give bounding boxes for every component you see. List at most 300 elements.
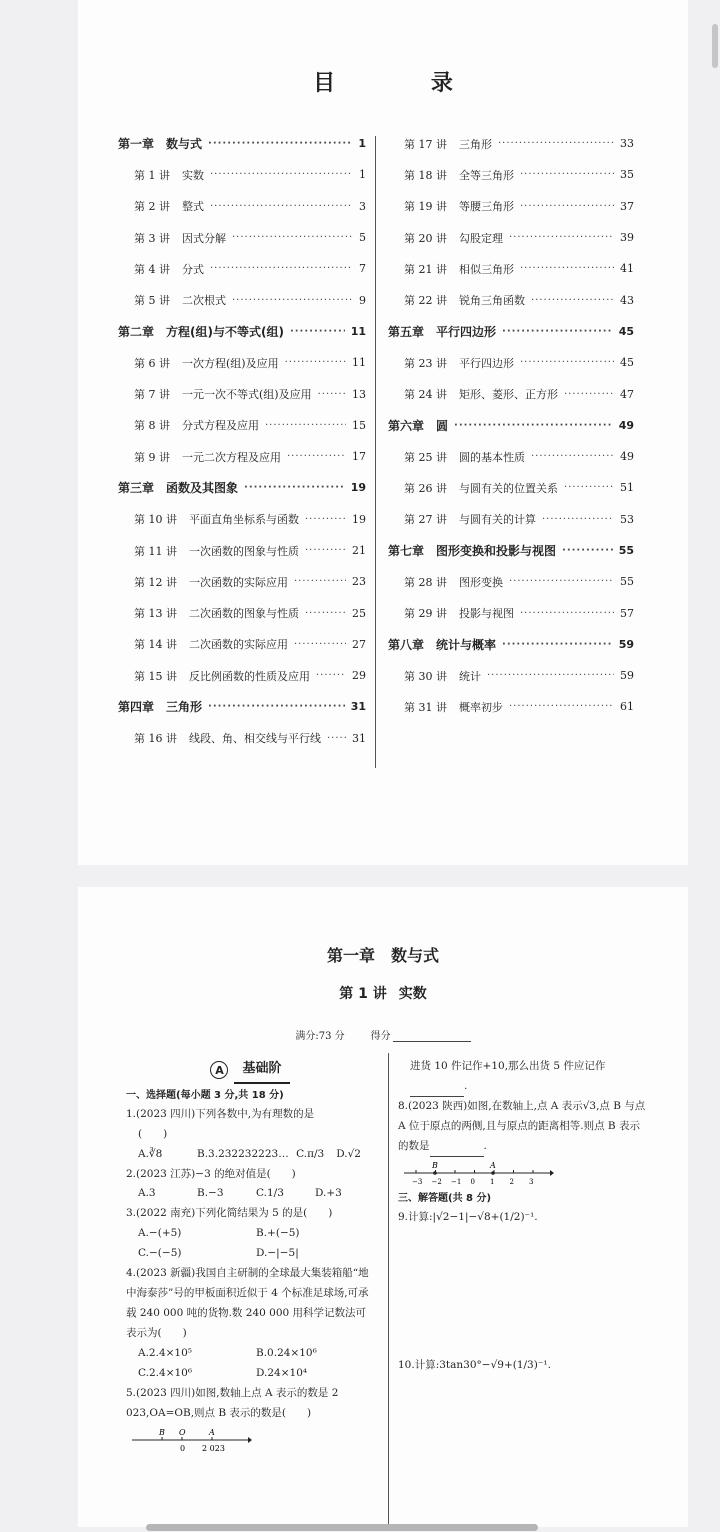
toc-page-number: 31 — [352, 731, 366, 745]
toc-entry-label: 分式方程及应用 — [182, 419, 259, 433]
q8-number-line — [404, 1159, 554, 1187]
toc-lecture-number: 第 2 讲 — [134, 200, 170, 214]
toc-page-number: 37 — [620, 199, 634, 213]
toc-entry-text — [388, 323, 502, 340]
axis-tick: 1 — [490, 1177, 495, 1186]
toc-page-number: 61 — [620, 700, 634, 714]
toc-lecture-number: 第 19 讲 — [404, 200, 447, 214]
toc-page-number: 27 — [352, 637, 366, 651]
option: A.∛8 — [138, 1147, 163, 1160]
toc-page-number: 11 — [352, 356, 366, 370]
toc-lecture-row[interactable] — [388, 566, 634, 597]
toc-entry-text — [404, 136, 498, 152]
toc-lecture-row[interactable] — [388, 253, 634, 284]
q4-options — [126, 1344, 374, 1384]
toc-entry-text — [404, 355, 520, 371]
option: B.−3 — [197, 1187, 224, 1200]
toc-entry-text — [404, 605, 520, 621]
toc-right-column — [388, 128, 634, 723]
toc-lecture-row[interactable] — [388, 691, 634, 722]
toc-entry-text — [134, 417, 265, 433]
toc-leader-dots — [305, 514, 346, 525]
toc-leader-dots — [232, 232, 353, 243]
toc-lecture-row[interactable] — [118, 222, 366, 253]
toc-lecture-row[interactable] — [118, 410, 366, 441]
q3-stem: 3.(2022 南充)下列化简结果为 5 的是( ) — [126, 1207, 333, 1220]
toc-lecture-row[interactable] — [388, 159, 634, 190]
toc-leader-dots — [509, 232, 614, 243]
toc-entry-label: 第六章 圆 — [388, 418, 449, 433]
toc-entry-text — [404, 198, 520, 214]
toc-lecture-number: 第 30 讲 — [404, 669, 447, 683]
option: D.√2 — [336, 1147, 361, 1160]
toc-leader-dots — [520, 608, 614, 619]
question-7-continued: 进货 10 件记作+10,那么出货 5 件应记作 . — [398, 1057, 648, 1097]
toc-entry-text — [404, 574, 509, 590]
toc-entry-text — [404, 699, 509, 715]
toc-entry-text — [134, 511, 305, 527]
question-9: 9.计算:|√2−1|−√8+(1/2)⁻¹. — [398, 1210, 538, 1223]
toc-entry-label: 平面直角坐标系与函数 — [189, 513, 299, 527]
chapter-page — [78, 887, 688, 1527]
toc-entry-text — [388, 417, 454, 434]
toc-lecture-number: 第 31 讲 — [404, 700, 447, 714]
axis-label: A — [490, 1160, 496, 1170]
toc-page-number: 43 — [620, 293, 634, 307]
toc-entry-label: 与圆有关的计算 — [459, 513, 536, 527]
toc-entry-text — [404, 261, 520, 277]
toc-chapter-row[interactable] — [118, 128, 366, 159]
toc-leader-dots — [564, 482, 614, 493]
toc-lecture-number: 第 20 讲 — [404, 231, 447, 245]
toc-page-number: 31 — [350, 700, 366, 714]
q7-text: 进货 10 件记作+10,那么出货 5 件应记作 — [410, 1060, 606, 1072]
toc-page-number: 49 — [618, 418, 634, 432]
toc-title: 目 录 — [313, 71, 497, 96]
level-letter-icon: A — [210, 1061, 228, 1079]
toc-leader-dots — [208, 138, 352, 149]
toc-entry-label: 线段、角、相交线与平行线 — [189, 732, 321, 746]
option: D.24×10⁴ — [256, 1366, 308, 1379]
toc-lecture-number: 第 18 讲 — [404, 168, 447, 182]
toc-page-number: 29 — [352, 669, 366, 683]
toc-page-number: 59 — [620, 669, 634, 683]
toc-leader-dots — [509, 701, 614, 712]
chapter-name: 数与式 — [391, 946, 440, 965]
toc-leader-dots — [502, 639, 613, 650]
toc-entry-label: 相似三角形 — [459, 262, 514, 276]
q2-options — [126, 1184, 374, 1204]
toc-entry-text — [134, 574, 294, 590]
toc-lecture-number: 第 1 讲 — [134, 168, 170, 182]
toc-lecture-number: 第 3 讲 — [134, 231, 170, 245]
q2-stem: 2.(2023 江苏)−3 的绝对值是( ) — [126, 1167, 296, 1180]
toc-lecture-number: 第 14 讲 — [134, 638, 177, 652]
toc-page-number: 41 — [620, 262, 634, 276]
toc-entry-text — [388, 636, 502, 653]
toc-lecture-number: 第 15 讲 — [134, 669, 177, 683]
toc-page-number: 19 — [352, 512, 366, 526]
toc-page-number: 25 — [352, 606, 366, 620]
q1-stem: 1.(2023 四川)下列各数中,为有理数的是 — [126, 1107, 315, 1120]
toc-leader-dots — [520, 169, 614, 180]
axis-tick: 0 — [180, 1443, 186, 1453]
toc-entry-text — [134, 668, 316, 684]
toc-entry-label: 全等三角形 — [459, 168, 514, 182]
toc-leader-dots — [305, 608, 346, 619]
toc-leader-dots — [210, 169, 353, 180]
toc-page-number: 53 — [620, 512, 634, 526]
chapter-number: 第一章 — [326, 946, 375, 965]
horizontal-scrollbar-thumb[interactable] — [146, 1524, 538, 1531]
toc-leader-dots — [502, 326, 613, 337]
question-5 — [126, 1384, 374, 1456]
toc-lecture-row[interactable] — [118, 378, 366, 409]
toc-entry-text — [118, 698, 208, 715]
toc-lecture-row[interactable] — [388, 191, 634, 222]
toc-page-number: 45 — [620, 356, 634, 370]
toc-leader-dots — [487, 670, 614, 681]
toc-entry-label: 第一章 数与式 — [118, 137, 203, 152]
toc-entry-label: 勾股定理 — [459, 231, 503, 245]
toc-page-number: 51 — [620, 481, 634, 495]
toc-entry-label: 图形变换 — [459, 575, 503, 589]
toc-lecture-number: 第 4 讲 — [134, 262, 170, 276]
toc-lecture-row[interactable] — [118, 191, 366, 222]
left-column — [126, 1057, 374, 1458]
toc-lecture-number: 第 27 讲 — [404, 513, 447, 527]
toc-chapter-row[interactable] — [118, 472, 366, 503]
option: C.π/3 — [296, 1147, 325, 1160]
toc-entry-text — [134, 543, 305, 559]
toc-leader-dots — [531, 295, 614, 306]
toc-lecture-row[interactable] — [388, 472, 634, 503]
toc-lecture-number: 第 26 讲 — [404, 481, 447, 495]
toc-chapter-row[interactable] — [388, 410, 634, 441]
toc-lecture-number: 第 16 讲 — [134, 732, 177, 746]
toc-lecture-number: 第 12 讲 — [134, 575, 177, 589]
score-label: 得分 — [370, 1031, 391, 1042]
toc-page-number: 21 — [352, 544, 366, 557]
toc-page-number: 45 — [618, 324, 634, 338]
toc-lecture-number: 第 22 讲 — [404, 294, 447, 308]
option: D.+3 — [315, 1187, 342, 1200]
toc-leader-dots — [327, 733, 346, 744]
toc-entry-text — [134, 355, 285, 371]
toc-entry-label: 整式 — [182, 200, 204, 214]
toc-lecture-row[interactable] — [388, 504, 634, 535]
option: D.−|−5| — [256, 1247, 299, 1260]
option: A.3 — [138, 1187, 156, 1200]
toc-entry-label: 圆的基本性质 — [459, 450, 525, 464]
toc-page-number: 23 — [352, 575, 366, 589]
toc-lecture-row[interactable] — [118, 535, 366, 566]
toc-lecture-row[interactable] — [388, 284, 634, 315]
toc-leader-dots — [210, 263, 353, 274]
toc-page-number: 55 — [620, 575, 634, 589]
toc-entry-label: 分式 — [182, 262, 204, 276]
toc-lecture-row[interactable] — [118, 441, 366, 472]
toc-entry-label: 一次函数的图象与性质 — [189, 544, 299, 558]
toc-page-number: 17 — [352, 450, 366, 464]
toc-leader-dots — [294, 639, 346, 650]
toc-lecture-number: 第 13 讲 — [134, 607, 177, 621]
toc-entry-text — [404, 449, 531, 465]
toc-page-number: 3 — [359, 199, 366, 213]
toc-lecture-number: 第 10 讲 — [134, 513, 177, 527]
toc-leader-dots — [294, 576, 346, 587]
toc-leader-dots — [290, 326, 345, 337]
toc-entry-text — [134, 261, 210, 277]
toc-entry-label: 因式分解 — [182, 231, 226, 245]
toc-entry-label: 矩形、菱形、正方形 — [459, 388, 558, 402]
toc-leader-dots — [454, 420, 613, 431]
question-1 — [126, 1105, 374, 1165]
axis-tick: 2 — [509, 1177, 514, 1186]
toc-leader-dots — [208, 701, 345, 712]
toc-lecture-row[interactable] — [118, 504, 366, 535]
toc-entry-label: 锐角三角函数 — [459, 294, 525, 308]
toc-entry-label: 一元一次不等式(组)及应用 — [182, 388, 312, 402]
q8-stem: 8.(2023 陕西)如图,在数轴上,点 A 表示√3,点 B 与点 A 位于原点的两侧,且与原点的距离相等.则点 B 表示的数是 — [398, 1099, 646, 1152]
toc-page-number: 39 — [620, 231, 634, 245]
toc-left-column — [118, 128, 366, 754]
toc-page-number: 33 — [620, 137, 634, 151]
toc-page-number: 47 — [620, 387, 634, 401]
toc-entry-text — [388, 542, 562, 559]
toc-entry-label: 等腰三角形 — [459, 200, 514, 214]
toc-leader-dots — [562, 545, 613, 556]
axis-tick: 3 — [529, 1177, 534, 1186]
option: C.1/3 — [256, 1187, 284, 1200]
q1-bracket: ( ) — [138, 1127, 168, 1140]
toc-entry-text — [404, 292, 531, 308]
axis-tick: −1 — [451, 1177, 462, 1186]
toc-lecture-number: 第 17 讲 — [404, 137, 447, 151]
toc-lecture-number: 第 7 讲 — [134, 388, 170, 402]
toc-leader-dots — [564, 389, 614, 400]
q3-options — [126, 1224, 374, 1264]
toc-lecture-row[interactable] — [388, 378, 634, 409]
question-10: 10.计算:3tan30°−√9+(1/3)⁻¹. — [398, 1358, 551, 1371]
q1-options — [126, 1145, 374, 1165]
toc-entry-text — [134, 198, 210, 214]
toc-page-number: 49 — [620, 450, 634, 464]
toc-leader-dots — [520, 201, 614, 212]
q5-number-line — [132, 1426, 252, 1456]
toc-lecture-number: 第 6 讲 — [134, 356, 170, 370]
option: A.2.4×10⁵ — [138, 1346, 192, 1359]
toc-entry-label: 二次函数的实际应用 — [189, 638, 288, 652]
section-heading-solution: 三、解答题(共 8 分) — [398, 1192, 492, 1204]
toc-entry-label: 二次根式 — [182, 294, 226, 308]
toc-entry-label: 第七章 图形变换和投影与视图 — [388, 544, 557, 558]
toc-entry-label: 第三章 函数及其图象 — [118, 481, 239, 496]
toc-leader-dots — [285, 357, 346, 368]
lecture-title — [78, 983, 688, 1003]
option: B.3.232232223… — [197, 1147, 289, 1160]
toc-lecture-row[interactable] — [118, 347, 366, 378]
toc-leader-dots — [520, 263, 614, 274]
toc-chapter-row[interactable] — [388, 535, 634, 566]
toc-entry-text — [404, 167, 520, 183]
option: B.+(−5) — [256, 1227, 300, 1240]
toc-leader-dots — [287, 451, 346, 462]
toc-leader-dots — [531, 451, 614, 462]
toc-entry-text — [134, 730, 327, 746]
toc-entry-label: 二次函数的图象与性质 — [189, 607, 299, 621]
toc-entry-text — [404, 386, 564, 402]
toc-lecture-row[interactable] — [118, 566, 366, 597]
axis-tick: −3 — [412, 1177, 423, 1186]
toc-entry-text — [134, 292, 232, 308]
toc-entry-text — [404, 480, 564, 496]
toc-entry-label: 概率初步 — [459, 700, 503, 714]
toc-entry-label: 一次函数的实际应用 — [189, 575, 288, 589]
toc-page-number: 1 — [358, 137, 366, 151]
toc-entry-text — [134, 636, 294, 652]
level-badge — [126, 1057, 374, 1084]
right-column — [398, 1057, 648, 1376]
chapter-title — [78, 943, 688, 966]
toc-entry-text — [118, 135, 208, 152]
question-8: 8.(2023 陕西)如图,在数轴上,点 A 表示√3,点 B 与点 A 位于原点的两侧,且与原点的距离相等.则点 B 表示的数是 . −3 −2 −1 0 1 2 3 B A — [398, 1099, 646, 1186]
toc-lecture-number: 第 24 讲 — [404, 388, 447, 402]
toc-chapter-row[interactable] — [118, 691, 366, 722]
question-2 — [126, 1165, 374, 1205]
toc-chapter-row[interactable] — [388, 316, 634, 347]
toc-entry-label: 第八章 统计与概率 — [388, 637, 497, 652]
q4-stem: 4.(2023 新疆)我国自主研制的全球最大集装箱船“地中海泰莎”号的甲板面积近似于 4 个标准足球场,可承载 240 000 吨的货物.数 240 000 用科学记数法可表示为( ) — [126, 1267, 369, 1339]
toc-leader-dots — [232, 295, 353, 306]
toc-lecture-row[interactable] — [388, 597, 634, 628]
toc-chapter-row[interactable] — [388, 629, 634, 660]
q5-stem: 5.(2023 四川)如图,数轴上点 A 表示的数是 2 023,OA=OB,则点 B 表示的数是( ) — [126, 1386, 339, 1419]
toc-lecture-row[interactable] — [118, 253, 366, 284]
toc-entry-text — [118, 479, 244, 496]
toc-entry-label: 投影与视图 — [459, 607, 514, 621]
toc-column-divider — [375, 136, 376, 768]
toc-entry-text — [118, 323, 290, 340]
toc-entry-label: 平行四边形 — [459, 356, 514, 370]
column-divider — [388, 1053, 389, 1527]
axis-label: B — [159, 1427, 165, 1437]
toc-lecture-row[interactable] — [118, 159, 366, 190]
toc-page-number: 7 — [359, 262, 366, 276]
axis-tick: −2 — [431, 1177, 442, 1186]
toc-lecture-number: 第 21 讲 — [404, 262, 447, 276]
toc-entry-label: 第五章 平行四边形 — [388, 324, 497, 339]
toc-lecture-row[interactable] — [118, 629, 366, 660]
score-line — [78, 1027, 688, 1042]
section-heading-choice: 一、选择题(每小题 3 分,共 18 分) — [126, 1089, 284, 1101]
score-blank — [393, 1041, 471, 1042]
toc-lecture-number: 第 28 讲 — [404, 575, 447, 589]
axis-label: O — [179, 1427, 186, 1437]
toc-entry-text — [134, 605, 305, 621]
toc-lecture-number: 第 9 讲 — [134, 450, 170, 464]
toc-page-number: 59 — [618, 637, 634, 651]
toc-chapter-row[interactable] — [118, 316, 366, 347]
toc-lecture-number: 第 29 讲 — [404, 607, 447, 621]
toc-lecture-number: 第 5 讲 — [134, 294, 170, 308]
toc-entry-text — [134, 230, 232, 246]
question-3 — [126, 1204, 374, 1264]
toc-leader-dots — [318, 389, 346, 400]
toc-lecture-row[interactable] — [388, 441, 634, 472]
toc-leader-dots — [265, 420, 346, 431]
axis-label: A — [209, 1427, 215, 1437]
toc-leader-dots — [520, 357, 614, 368]
toc-page-number: 5 — [359, 231, 366, 245]
toc-entry-label: 第四章 三角形 — [118, 700, 203, 715]
toc-page-number: 35 — [620, 168, 634, 182]
vertical-scrollbar-thumb[interactable] — [712, 24, 718, 68]
toc-page-number: 19 — [350, 481, 366, 495]
toc-entry-label: 三角形 — [459, 137, 492, 151]
toc-leader-dots — [542, 514, 614, 525]
toc-entry-label: 与圆有关的位置关系 — [459, 481, 558, 495]
toc-leader-dots — [210, 201, 353, 212]
toc-leader-dots — [305, 545, 346, 556]
toc-page — [78, 0, 688, 865]
toc-entry-text — [134, 167, 210, 183]
q8-answer-blank — [430, 1156, 484, 1157]
toc-lecture-row[interactable] — [118, 660, 366, 691]
full-score: 满分:73 分 — [295, 1031, 345, 1042]
lecture-number: 第 1 讲 — [339, 986, 387, 1002]
toc-entry-text — [404, 230, 509, 246]
toc-lecture-row[interactable] — [388, 222, 634, 253]
toc-page-number: 13 — [352, 387, 366, 401]
toc-entry-label: 反比例函数的性质及应用 — [189, 669, 310, 683]
toc-entry-label: 实数 — [182, 168, 204, 182]
toc-lecture-row[interactable] — [118, 723, 366, 754]
option: C.−(−5) — [138, 1247, 182, 1260]
toc-lecture-row[interactable] — [388, 660, 634, 691]
option: C.2.4×10⁶ — [138, 1366, 193, 1379]
toc-page-number: 55 — [618, 544, 634, 557]
toc-leader-dots — [509, 576, 614, 587]
level-text: 基础阶 — [234, 1057, 289, 1084]
toc-page-number: 1 — [359, 168, 366, 182]
axis-label: B — [432, 1160, 438, 1170]
toc-entry-text — [404, 668, 487, 684]
toc-lecture-number: 第 11 讲 — [134, 544, 177, 558]
toc-lecture-row[interactable] — [388, 347, 634, 378]
toc-page-number: 15 — [352, 418, 366, 432]
toc-entry-text — [134, 386, 318, 402]
toc-leader-dots — [244, 482, 345, 493]
option: B.0.24×10⁶ — [256, 1346, 317, 1359]
option: A.−(+5) — [138, 1227, 182, 1240]
toc-page-number: 9 — [359, 293, 366, 307]
axis-tick: 0 — [470, 1177, 475, 1186]
toc-entry-label: 第二章 方程(组)与不等式(组) — [118, 324, 284, 339]
toc-lecture-row[interactable] — [118, 597, 366, 628]
toc-lecture-row[interactable] — [118, 284, 366, 315]
toc-entry-label: 一元二次方程及应用 — [182, 450, 281, 464]
toc-entry-text — [134, 449, 287, 465]
question-4 — [126, 1264, 374, 1384]
toc-leader-dots — [316, 670, 346, 681]
toc-lecture-number: 第 25 讲 — [404, 450, 447, 464]
toc-lecture-row[interactable] — [388, 128, 634, 159]
axis-tick: 2 023 — [202, 1443, 225, 1453]
toc-page-number: 57 — [620, 606, 634, 620]
toc-page-number: 11 — [350, 324, 366, 338]
toc-leader-dots — [498, 138, 614, 149]
